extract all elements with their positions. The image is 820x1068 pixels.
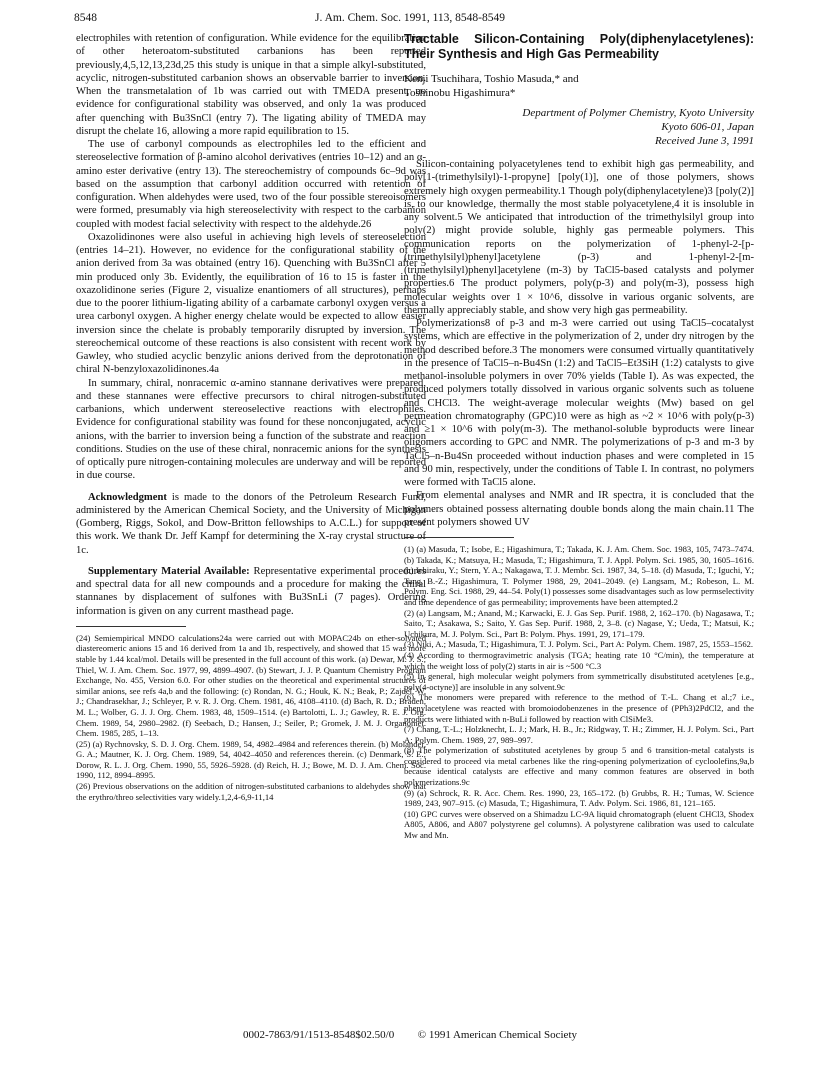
footnote: (7) Chang, T.-L.; Holzknecht, L. J.; Mark, H. B., Jr.; Ridgway, T. H.; Zimmer, H. J. Polym. Sci., Part A: Polym. Chem. 1989, 27, 989–997. — [404, 724, 754, 745]
footnote-divider — [404, 537, 514, 538]
affiliation — [404, 106, 754, 148]
footnote: (3) Niki, A.; Masuda, T.; Higashimura, T. J. Polym. Sci., Part A: Polym. Chem. 1987, 25, 1553–1562. — [404, 639, 754, 650]
footer-copyright: © 1991 American Chemical Society — [417, 1029, 577, 1041]
affiliation-department: Department of Polymer Chemistry, Kyoto University — [522, 107, 754, 119]
author-list — [404, 72, 754, 100]
acknowledgment-text: is made to the donors of the Petroleum Research Fund, administered by the American Chemical Society, and the University of Michigan (Gomberg, Riggs, Sokol, and Dow-Britton fellowships to A.C.L.) for support of this work. We thank Dr. Jeff Kampf for determining the X-ray crystal structure of 1c. — [76, 491, 426, 556]
footnote: (26) Previous observations on the addition of nitrogen-substituted carbanions to aldehydes show that the erythro/threo selectivities vary widely.1,2,4-6,9-11,14 — [76, 781, 426, 802]
body-paragraph: electrophiles with retention of configuration. While evidence for the equilibration of other heteroatom-substituted carbanions has been reported previously,4,5,12,13,23d,25 this study is unique in that a simple alkyl-substituted, acyclic, nitrogen-substituted carbanion shows an observable barrier to inversion. When the transmetalation of 1b was carried out with TMEDA present, no evidence for configurational stability was observed, and only 1a was produced after quenching with Bu3SnCl (entry 7). The ligating ability of TMEDA may disrupt the chelate 16, allowing a more rapid equilibration to 15. — [76, 33, 426, 137]
body-paragraph: The use of carbonyl compounds as electrophiles led to the efficient and stereoselective formation of β-amino alcohol derivatives (entries 10–12) and an α-amino ester derivative (entry 13). The stereochemistry of compounds 6c–9d was based on the assumption that carbonyl addition occurred with retention of configuration. When aldehydes were used, two of the four possible stereoisomers were formed, presumably via high stereoselectivity with respect to the carbanion coupled with modest facial selectivity with respect to the aldehyde.26 — [76, 139, 426, 230]
affiliation-city: Kyoto 606-01, Japan — [661, 121, 754, 133]
footnote-divider — [76, 626, 186, 627]
acknowledgment-label: Acknowledgment — [88, 491, 167, 503]
page-footer — [0, 1029, 820, 1041]
footnote: (9) (a) Schrock, R. R. Acc. Chem. Res. 1990, 23, 165–172. (b) Grubbs, R. H.; Tumas, W. Science 1989, 243, 907–915. (c) Masuda, T.; Higashimura, T. Adv. Polym. Sci. 1986, 81, 121–165. — [404, 787, 754, 809]
body-paragraph: Oxazolidinones were also useful in achieving high levels of stereoselection (entries 14–21). However, no evidence for the configurational stability of the anion derived from 3a was obtained (entry 16). Quenching with Bu3SnCl after 5 min produced only 3b. Evidently, the equilibration of 16 to 15 is faster in the oxazolidinone series (Figure 2, visualize enantiomers of all structures), perhaps due to the poorer lithium-ligating ability of a carbamate carbonyl oxygen versus a urea carbonyl oxygen. A higher energy chelate would be expected to allow easier inversion since the chelate is probably temporarily disrupted by inversion. The stereochemical outcome of these reactions is also consistent with recent work by Gawley, who studied acyclic benzylic anions derived from the deprotonation of chiral N-benzyloxazolidinones.4a — [76, 231, 426, 376]
article-title: Tractable Silicon-Containing Poly(diphenylacetylenes): Their Synthesis and High Gas Permeability — [404, 32, 754, 61]
right-column — [404, 32, 754, 841]
supplementary-material — [76, 565, 426, 618]
footnote: (6) The monomers were prepared with reference to the method of T.-L. Chang et al.;7 i.e., phenylacetylene was reacted with bromoiodobenzenes in the presence of (PPh3)2PdCl2, and the products were lithiated with n-BuLi followed by reaction with ClSiMe3. — [404, 692, 754, 724]
running-header: J. Am. Chem. Soc. 1991, 113, 8548-8549 — [315, 12, 505, 24]
footnote: (10) GPC curves were observed on a Shimadzu LC-9A liquid chromatograph (eluent CHCl3, Shodex A805, A806, and A807 polystyrene gel columns). A polystyrene calibration was used to calculate Mw and Mn. — [404, 808, 754, 841]
body-paragraph: In summary, chiral, nonracemic α-amino stannane derivatives were prepared, and these stannanes were effective precursors to chiral nitrogen-substituted carbanions, which underwent stereoselective reactions with electrophiles. Evidence for configurational stability was found for these nonconjugated, acyclic anions, with the barrier to inversion being a function of the substrate and reaction conditions. Studies on the use of these chiral, nonracemic anions for the synthesis of optically pure nitrogen-containing molecules are underway and will be reported in due course. — [76, 377, 426, 482]
footnote: (2) (a) Langsam, M.; Anand, M.; Karwacki, E. J. Gas Sep. Purif. 1988, 2, 162–170. (b) Nagasawa, T.; Saito, T.; Asakawa, S.; Saito, Y. Gas Sep. Purif. 1988, 2, 3–8. (c) Nagase, Y.; Ueda, T.; Matsui, K.; Uchikura, M. J. Polym. Sci., Part B: Polym. Phys. 1991, 29, 171–179. — [404, 607, 754, 639]
body-paragraph: From elemental analyses and NMR and IR spectra, it is concluded that the polymers obtained possess alternating double bonds along the main chain.11 The present polymers showed UV — [404, 490, 754, 528]
footnote: (4) According to thermogravimetric analysis (TGA; heating rate 10 °C/min), the temperature at which the weight loss of poly(2) starts in air is ~500 °C.3 — [404, 649, 754, 671]
supplementary-text: Representative experimental procedures and spectral data for all new compounds and a procedure for making the chiral stannanes by displacement of sulfones with Bu3SnLi (7 pages). Ordering information is given on any current masthead page. — [76, 565, 426, 617]
footnote: (25) (a) Rychnovsky, S. D. J. Org. Chem. 1989, 54, 4982–4984 and references therein. (b) Molander, G. A.; Mautner, K. J. Org. Chem. 1989, 54, 4042–4050 and references therein. (c) Denmark, S. E.; Dorow, R. L. J. Org. Chem. 1990, 55, 5926–5928. (d) Reich, H. J.; Bowe, M. D. J. Am. Chem. Soc. 1990, 112, 8994–8995. — [76, 738, 426, 781]
footnote: (5) In general, high molecular weight polymers from symmetrically disubstituted acetylenes [e.g., poly(4-octyne)] are insoluble in any solvent.9c — [404, 671, 754, 692]
footnote: (1) (a) Masuda, T.; Isobe, E.; Higashimura, T.; Takada, K. J. Am. Chem. Soc. 1983, 105, 7473–7474. (b) Takada, K.; Matsuya, H.; Masuda, T.; Higashimura, T. J. Appl. Polym. Sci. 1985, 30, 1605–1616. (c) Ichiraku, Y.; Stern, Y. A.; Nakagawa, T. J. Membr. Sci. 1987, 34, 5–18. (d) Masuda, T.; Iguchi, Y.; Tang, B.-Z.; Higashimura, T. Polymer 1988, 29, 2041–2049. (e) Langsam, M.; Robeson, L. M. Polym. Eng. Sci. 1988, 29, 44–54. Poly(1) possesses some disadvantages such as low permselectivity and time dependence of gas permeability; improvements have been attempted.2 — [404, 544, 754, 607]
authors-line: Kenji Tsuchihara, Toshio Masuda,* and — [404, 73, 579, 85]
acknowledgment — [76, 491, 426, 557]
received-date: Received June 3, 1991 — [655, 135, 754, 147]
authors-line: Toshinobu Higashimura* — [404, 87, 516, 99]
body-paragraph: Polymerizations8 of p-3 and m-3 were carried out using TaCl5–cocatalyst systems, which are effective in the polymerization of 2, under dry nitrogen by the method described before.3 The monomers were consumed virtually quantitatively in the presence of TaCl5–n-Bu4Sn (1:2) and TaCl5–Et3SiH (1:2) catalysts to give methanol-insoluble polymers in over 70% yields (Table I). As was expected, the produced polymers totally dissolved in various organic solvents such as toluene and CHCl3. The weight-average molecular weights (Mw) based on gel permeation chromatography (GPC)10 were as high as ~2 × 10^6 with poly(p-3) and ≥1 × 10^6 with poly(m-3). The methanol-soluble byproducts were linear oligomers according to GPC and NMR. The polymerizations of p-3 and m-3 by TaCl5–n-Bu4Sn proceeded without induction phases and were completed in 15 and 90 min, respectively, under the conditions of Table I. In contrast, no polymers were formed with TaCl5 alone. — [404, 318, 754, 488]
footnote: (24) Semiempirical MNDO calculations24a were carried out with MOPAC24b on ether-solvated diastereomeric anions 15 and 16 derived from 1a and 1b, respectively, and showed that 15 was more stable by 1.44 kcal/mol. Details will be presented in the full account of this work. (a) Dewar, M. J. S.; Thiel, W. J. Am. Chem. Soc. 1977, 99, 4899–4907. (b) Stewart, J. J. P. Quantum Chemistry Program Exchange, No. 455, Version 6.0. For other studies on the theoretical and experimental structures of similar anions, see refs 4a,b and the following: (c) Rondan, N. G.; Houk, K. N.; Beak, P.; Zajdel, W. J.; Chandrasekhar, J.; Schleyer, P. v. R. J. Org. Chem. 1981, 46, 4108–4110. (d) Bach, R. D.; Braden, M. L.; Wolber, G. J. J. Org. Chem. 1983, 48, 1509–1514. (e) Bartolotti, L. J.; Gawley, R. E. J. Org. Chem. 1989, 54, 2980–2982. (f) Seebach, D.; Hansen, J.; Seiler, P.; Gromek, J. M. J. Organomet. Chem. 1985, 285, 1–13. — [76, 632, 426, 739]
body-paragraph: Silicon-containing polyacetylenes tend to exhibit high gas permeability, and poly[1-(trimethylsilyl)-1-propyne] [poly(1)], one of those polymers, shows extremely high oxygen permeability.1 Though poly(diphenylacetylene)3 [poly(2)] is, to our knowledge, thermally the most stable polyacetylene,4 it is insoluble in any solvent.5 We anticipated that introduction of the trimethylsilyl group into poly(2) might provide soluble, highly gas permeable polymers. This communication reports on the polymerization of 1-phenyl-2-[p-(trimethylsilyl)phenyl]acetylene (p-3) and 1-phenyl-2-[m-(trimethylsilyl)phenyl]acetylene (m-3) by TaCl5-based catalysts and polymer properties.6 The product polymers, poly(p-3) and poly(m-3), possess high molecular weights over 1 × 10^6, dissolve in various organic solvents, are thermally appreciably stable, and show very high gas permeability. — [404, 159, 754, 316]
left-column — [76, 32, 426, 802]
supplementary-label: Supplementary Material Available: — [88, 565, 250, 577]
footnote: (8) The polymerization of substituted acetylenes by group 5 and 6 transition-metal catalysts is considered to proceed via metal carbenes like the ring-opening polymerization of cycloolefins,9a,b because identical catalysts are effective and many common features are observed in both polymerizations.9c — [404, 745, 754, 788]
page-number: 8548 — [74, 12, 97, 24]
footer-code: 0002-7863/91/1513-8548$02.50/0 — [242, 1029, 395, 1041]
